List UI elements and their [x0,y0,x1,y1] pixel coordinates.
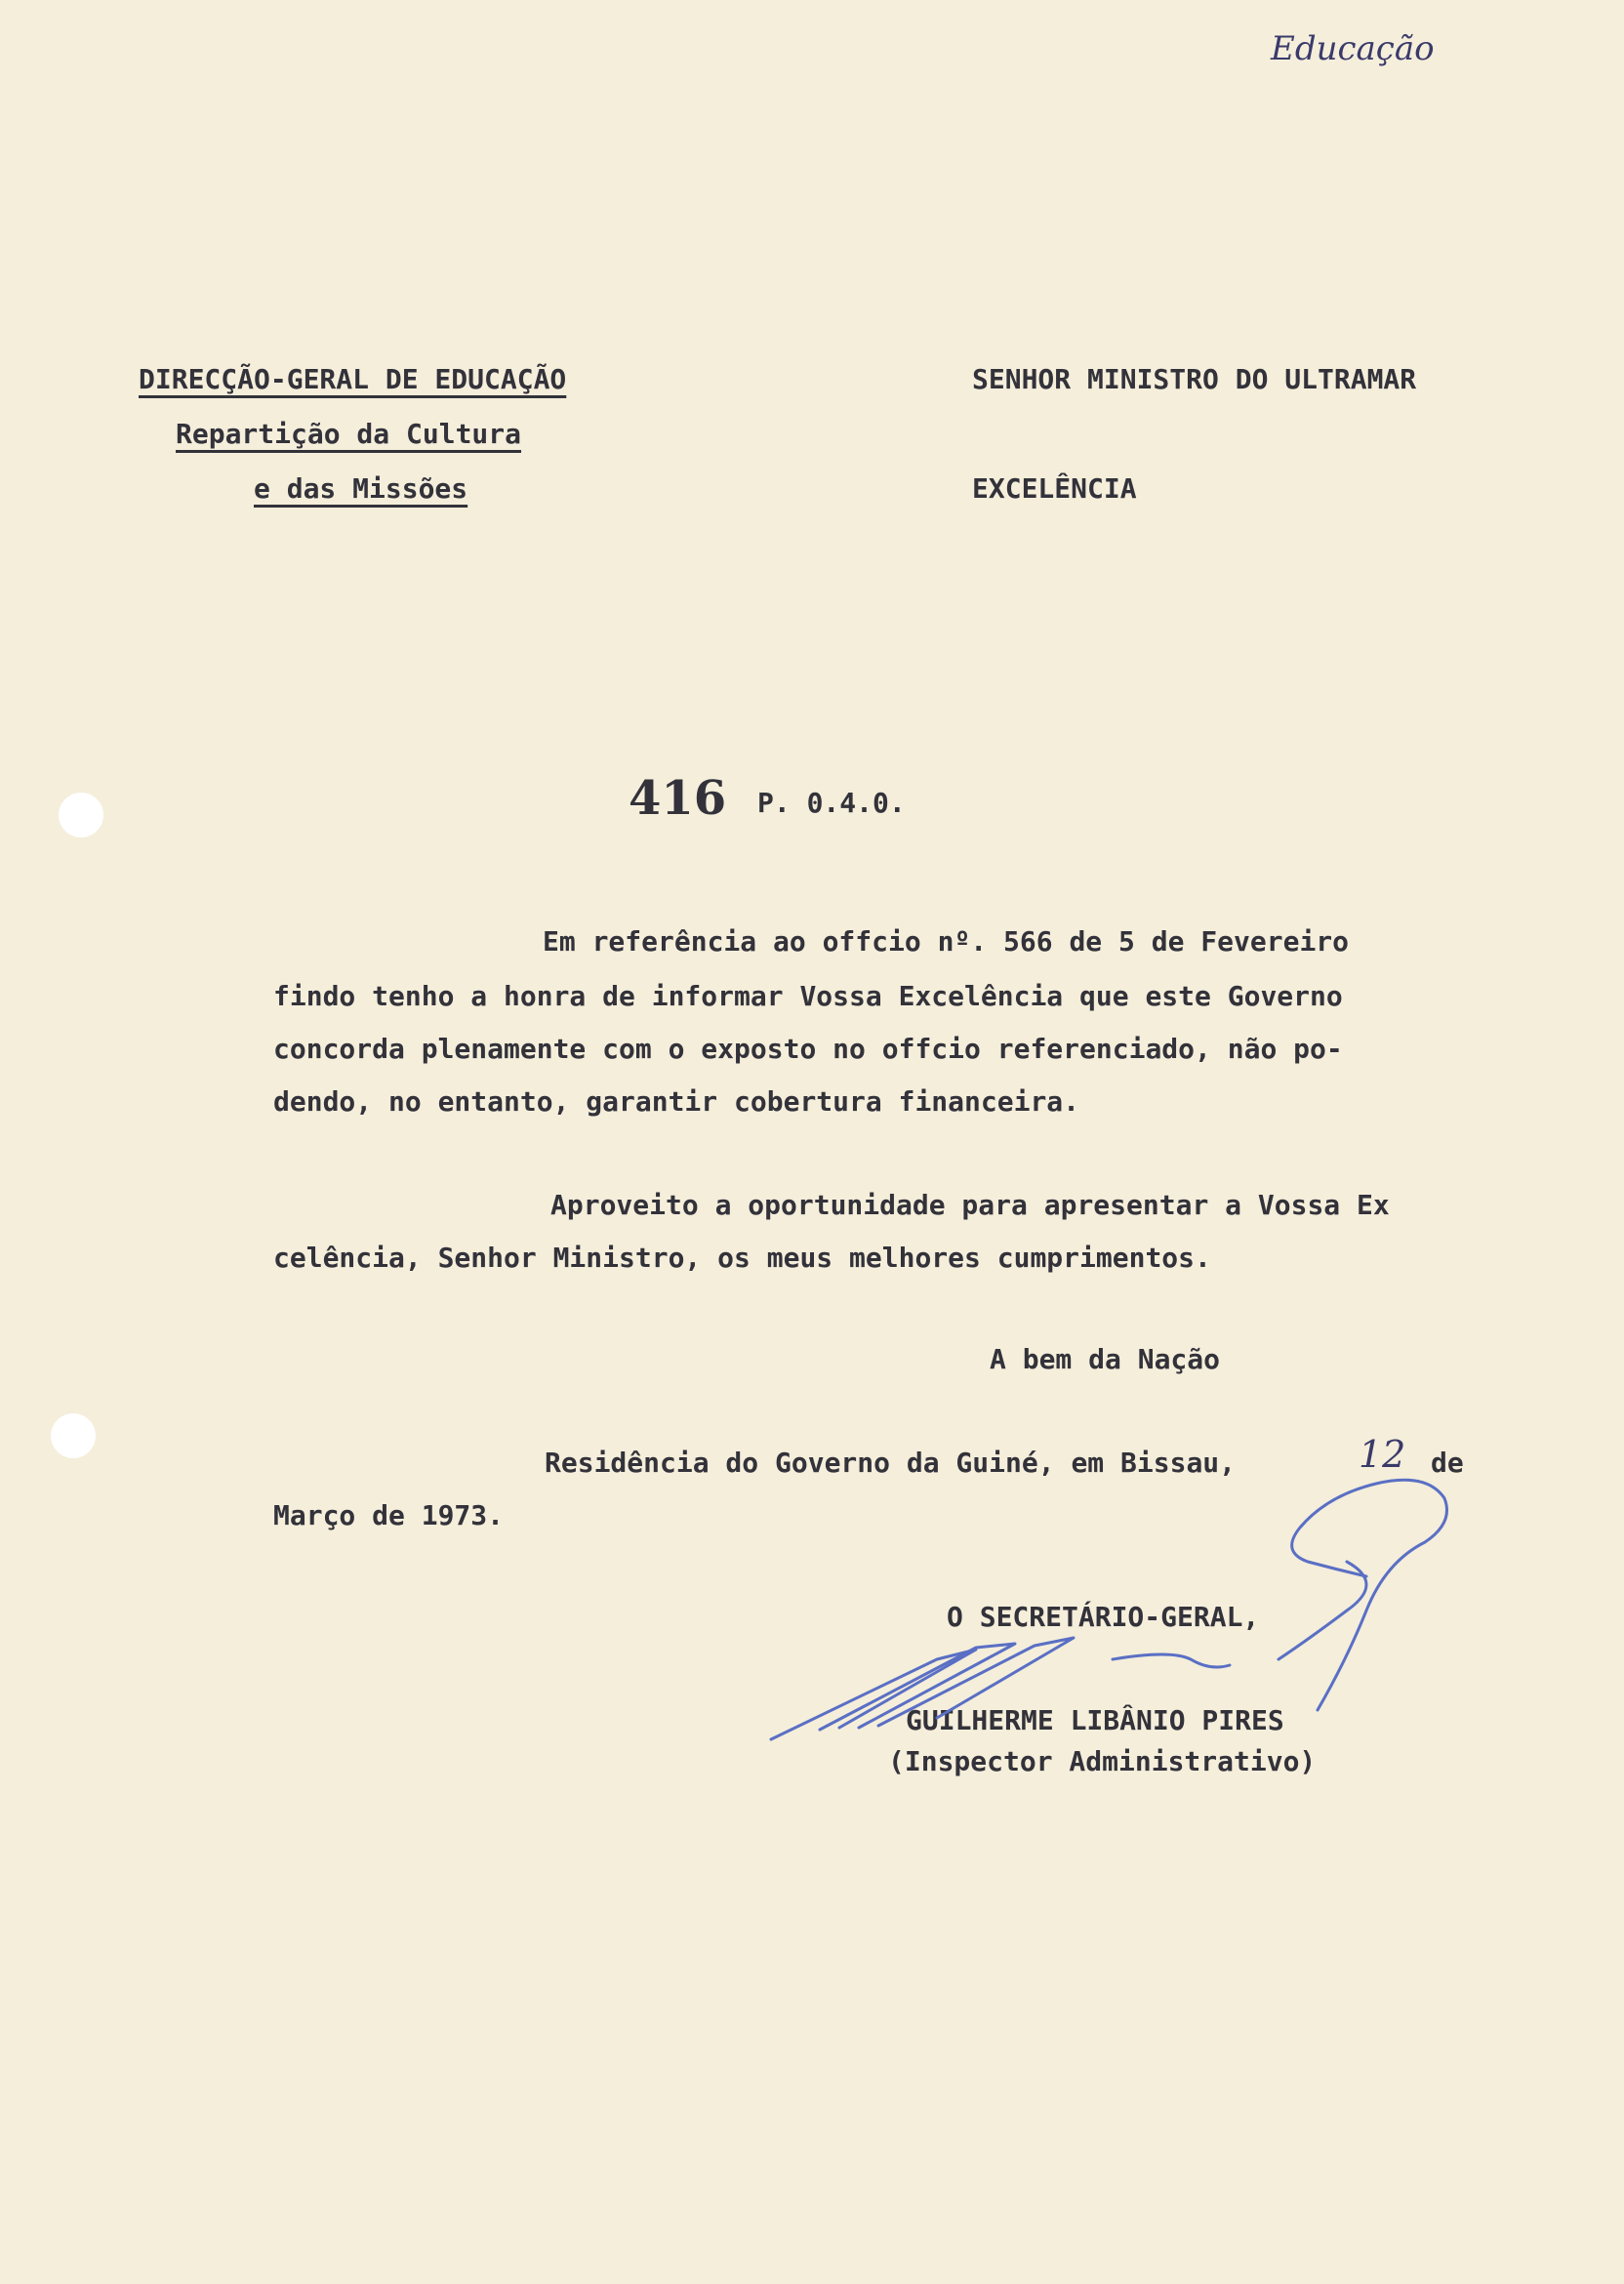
header-department-cont: e das Missões [254,472,468,505]
signatory-name: GUILHERME LIBÂNIO PIRES [906,1704,1284,1736]
header-department: Repartição da Cultura [176,418,522,450]
signatory-title: O SECRETÁRIO-GERAL, [947,1601,1260,1633]
paragraph-1-line-4: dendo, no entanto, garantir cobertura financeira. [273,1085,1080,1118]
header-directorate: DIRECÇÃO-GERAL DE EDUCAÇÃO [139,363,567,395]
closing-formula: A bem da Nação [990,1343,1221,1375]
paragraph-1-line-2: findo tenho a honra de informar Vossa Excelência que este Governo [273,980,1343,1012]
place-date-line-2: Março de 1973. [273,1499,505,1531]
paragraph-2-line-1: Aproveito a oportunidade para apresentar a Vossa Ex [550,1189,1390,1221]
reference-number: 416 [629,771,727,826]
paragraph-2-line-2: celência, Senhor Ministro, os meus melhores cumprimentos. [273,1242,1211,1274]
addressee: SENHOR MINISTRO DO ULTRAMAR [972,363,1417,395]
salutation: EXCELÊNCIA [972,472,1137,505]
reference-code: P. 0.4.0. [757,787,906,819]
paragraph-1-line-1: Em referência ao offcio nº. 566 de 5 de Fevereiro [543,925,1350,958]
place-date-line-1: Residência do Governo da Guiné, em Bissau, [545,1447,1237,1479]
signatory-role: (Inspector Administrativo) [888,1745,1317,1777]
handwritten-day: 12 [1359,1433,1406,1476]
paragraph-1-line-3: concorda plenamente com o exposto no offcio referenciado, não po- [273,1033,1343,1065]
handwritten-annotation: Educação [1271,29,1435,68]
place-date-de: de [1431,1447,1464,1479]
